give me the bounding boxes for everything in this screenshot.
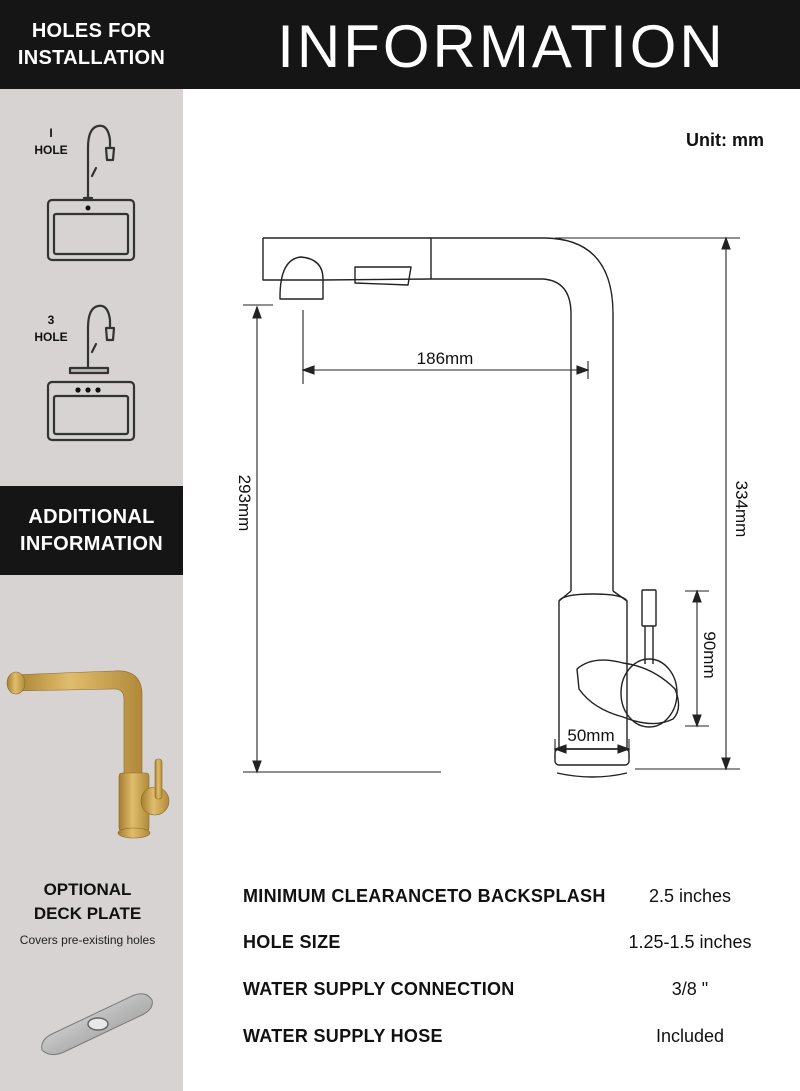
deck-plate-image <box>38 990 158 1060</box>
dimension-lines <box>243 238 740 772</box>
three-hole-text: HOLE <box>34 330 68 344</box>
holes-installation-header <box>0 0 183 89</box>
one-hole-sink-icon <box>40 118 140 268</box>
dim-spout-reach: 186mm <box>416 349 474 368</box>
spec-value-clearance: 2.5 inches <box>648 886 732 906</box>
spec-label-hole-size: HOLE SIZE <box>243 932 341 952</box>
optional-title-line-2: DECK PLATE <box>33 904 142 923</box>
gold-faucet-image <box>4 655 184 850</box>
holes-header-line-2: INSTALLATION <box>17 46 166 69</box>
spec-value-water-connection: 3/8 " <box>671 979 709 999</box>
optional-title-line-1: OPTIONAL <box>43 880 132 899</box>
additional-header-line-1: ADDITIONAL <box>28 505 155 528</box>
three-hole-sink-icon <box>40 302 140 452</box>
faucet-outline <box>263 238 679 777</box>
dim-total-height: 334mm <box>732 480 751 538</box>
dim-base-diameter: 50mm <box>567 726 615 745</box>
spec-label-clearance: MINIMUM CLEARANCETO BACKSPLASH <box>243 886 606 906</box>
dim-handle-height: 90mm <box>700 631 719 679</box>
three-hole-number: 3 <box>47 313 55 327</box>
optional-deck-plate-title <box>0 878 175 926</box>
faucet-dimension-drawing <box>183 89 800 829</box>
spec-label-water-hose: WATER SUPPLY HOSE <box>243 1026 443 1046</box>
page-title: INFORMATION <box>277 13 726 80</box>
one-hole-number: I <box>49 126 53 140</box>
one-hole-text: HOLE <box>34 143 68 157</box>
spec-value-water-hose: Included <box>655 1026 725 1046</box>
additional-header-line-2: INFORMATION <box>20 532 163 555</box>
additional-information-header <box>0 486 183 575</box>
dim-spout-height: 293mm <box>235 474 254 532</box>
optional-deck-plate-subtitle: Covers pre-existing holes <box>19 933 156 947</box>
spec-value-hole-size: 1.25-1.5 inches <box>628 932 752 952</box>
holes-header-line-1: HOLES FOR <box>31 19 152 42</box>
spec-label-water-connection: WATER SUPPLY CONNECTION <box>243 979 515 999</box>
unit-label: Unit: mm <box>686 130 764 150</box>
